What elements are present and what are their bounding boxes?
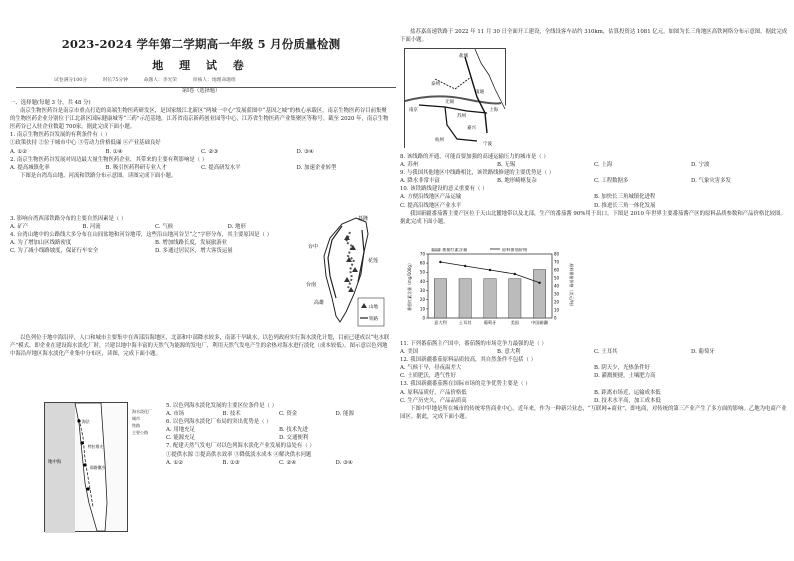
question-12-options <box>400 364 788 380</box>
y-right-tick-label: 30 <box>554 291 560 297</box>
y-axis-left-label: 番茄红素含量（mg/100g） <box>407 261 412 311</box>
question-2: 2. 南京生物医药谷发展对周边最大量生物医药企业，其带来的主要有利影响是（ ） <box>10 156 208 163</box>
option: D. 地形 <box>227 224 246 231</box>
option: B. 地形崎岖复杂 <box>497 178 537 185</box>
question-4-options <box>10 239 300 255</box>
map-label: 无锡 <box>445 100 454 105</box>
x-tick-label: 葡萄牙 <box>483 320 497 325</box>
question-block-1 <box>10 99 392 180</box>
map-label: 耶路撒冷 <box>90 465 106 470</box>
option: C. 能源充足 <box>166 435 195 442</box>
question-block-4 <box>166 402 392 467</box>
option: D. 能源 <box>335 411 354 418</box>
map-label: 花莲 <box>368 258 379 264</box>
option: A. 市场 <box>166 411 185 418</box>
question-1-items: ①政策扶持 ②位于城市中心 ③劳动力价格低廉 ④产业基础良好 <box>10 140 161 147</box>
y-right-tick-label: 80 <box>554 251 560 257</box>
line-point <box>464 265 466 267</box>
option: B. 阴天少，光热条件好 <box>594 365 650 372</box>
question-block-7 <box>400 340 788 421</box>
option: A. 气候干旱，昼夜温差大 <box>400 365 462 372</box>
question-11: 11. 下列番茄酱主产国中，番茄酱的市场竞争力最强的是（ ） <box>400 341 547 347</box>
legend-label: 山地 <box>369 305 378 310</box>
option: D. 技术水平高，加工成本低 <box>594 397 661 404</box>
option: B. 增加线路长度，发展旅游业 <box>155 240 228 247</box>
exam-subject: 地 理 试 卷 <box>152 59 250 72</box>
option: A. 原料品质好，产品价格低 <box>400 389 467 396</box>
question-4: 4. 台湾山地中的公路线大多分布在山间盆地和河谷地带，这些沿山地河谷呈“之”字形分布，其主要原因是（ ） <box>10 232 273 239</box>
option: A. 苏州 <box>400 162 419 169</box>
option: D. 气象灾害多发 <box>691 178 731 185</box>
y-tick-label: 20 <box>419 297 425 303</box>
question-5: 5. 以色列海水淡化发展的主要区位条件是（ ） <box>166 403 277 409</box>
legend-label: 城市 <box>132 416 140 421</box>
bar <box>434 279 446 318</box>
option: C. 上海 <box>594 162 613 169</box>
option: C. ②③ <box>201 148 219 155</box>
line-point <box>439 261 441 263</box>
option: A. 为了增加山区线路密度 <box>10 240 72 247</box>
option: C. 生产历史久，产品品质高 <box>400 397 467 404</box>
question-3: 3. 影响台湾西部铁路分布的主要自然因素是（ ） <box>10 216 127 222</box>
material-intro: 下图中甲地是所在城市的传统零售商业中心。近年来，作为一种新兴业态，“互联网+商业”，即电商，对传统的第三产业产生了多方面的影响。乙地为电商产业园区。据此，完成下面小题。 <box>400 405 787 420</box>
yrd-rail-map <box>404 48 506 148</box>
option: D. 加速企业转型 <box>296 164 337 171</box>
y-right-tick-label: 10 <box>554 307 560 313</box>
y-tick-label: 50 <box>419 269 425 275</box>
question-6: 6. 以色列海水淡化厂布局的突出优势是（ ） <box>166 419 272 426</box>
option: C. 工程数据多 <box>594 178 629 185</box>
y-tick-label: 60 <box>419 260 425 266</box>
option: C. 气候 <box>155 224 174 231</box>
option: B. 意大利 <box>497 349 521 356</box>
y-right-tick-label: 50 <box>554 275 560 281</box>
y-tick-label: 10 <box>419 306 425 312</box>
x-tick-label: 意大利 <box>434 320 447 325</box>
y-tick-label: 0 <box>422 315 425 321</box>
option: B. 距离市场近，运输成本低 <box>594 389 661 396</box>
question-2-options <box>10 164 392 172</box>
y-right-tick-label: 40 <box>554 283 560 289</box>
map-label: 苏州 <box>457 114 466 119</box>
question-8: 8. 该线路的开通，可能首要加强的高速运输压力的城市是（ ） <box>400 154 549 160</box>
chart-legend <box>432 248 528 253</box>
x-tick-label: 美国 <box>510 320 519 325</box>
question-8-options <box>400 161 788 169</box>
question-9-options <box>400 177 788 185</box>
map-label: 高雄 <box>314 300 325 306</box>
material-intro: 以色列位于地中海沿岸，人口和城市主要集中在西部沿海地区，北部和中部降水较多，南部干旱缺水，以色列政府实行海水淡化计划，目前已建成以“电水联产”模式、即企业在建设海水淡化厂时，兴建以地中海丰富的天然气为能源的发电厂，利用天然气发电产生的余热对海水进行淡化（成本较低）。图示意以色列地中海沿岸地区海水淡化产业集中分布区，读图，完成下面小题。 <box>10 335 390 358</box>
map-label: 泰州 <box>431 82 440 87</box>
option: C. ②④ <box>279 459 297 466</box>
line-point <box>538 282 540 284</box>
map-label: 宁波 <box>483 142 492 147</box>
question-7-items: ①提供水源 ②提高供水效率 ③降低淡水成本 ④解决供水问题 <box>166 451 312 458</box>
option: D. 宁波 <box>691 162 710 169</box>
map-label: 特拉维夫 <box>88 444 104 449</box>
tomato-chart <box>404 248 574 338</box>
map-label: 地中海 <box>48 460 62 465</box>
option: C. 为了减小线路坡度，保证行车安全 <box>10 248 99 255</box>
question-7-options <box>166 459 392 467</box>
option: A. 提高城镇化率 <box>10 164 50 171</box>
legend-label: 海水淡化厂 <box>132 409 152 414</box>
question-13: 13. 我国新疆番茄酱在国际市场的竞争优势主要是（ ） <box>400 381 531 388</box>
bar <box>459 279 471 318</box>
option: D. 灌溉便捷，土壤肥力高 <box>594 373 656 380</box>
bar <box>533 270 545 318</box>
option: A. 用地充足 <box>166 427 195 434</box>
exam-meta <box>54 76 374 83</box>
question-12: 12. 我国新疆番茄原料品质较高，其自然条件不包括（ ） <box>400 357 536 364</box>
y-tick-label: 70 <box>419 251 425 257</box>
question-9: 9. 与我国其他地区中线路相比，该铁路线修建的主要优势是（ ） <box>400 170 555 177</box>
option: B. ①③ <box>222 459 240 466</box>
question-10: 10. 该铁路线建设的意义重要有（ ） <box>400 186 488 193</box>
legend-bar-label: 番茄红素含量 <box>442 248 468 252</box>
option: A. 美国 <box>400 349 419 356</box>
bar <box>484 279 496 318</box>
map-label: 基隆 <box>358 216 369 222</box>
map-label: 海法 <box>82 419 90 424</box>
map-label: 南通 <box>475 90 484 95</box>
israel-legend <box>132 408 162 436</box>
question-block-3 <box>10 334 392 358</box>
option: B. 河流 <box>82 224 101 231</box>
question-block-2 <box>10 215 300 255</box>
question-3-options <box>10 223 300 231</box>
page-title: 2023-2024 学年第二学期高一年级 5 月份质量检测 <box>61 37 341 51</box>
option: D. 葡萄牙 <box>691 349 715 356</box>
option: B. ①④ <box>105 148 123 155</box>
x-tick-label: 中国新疆 <box>531 320 548 325</box>
israel-map <box>44 402 128 532</box>
question-10-options <box>400 193 788 209</box>
map-label: 上海 <box>489 108 498 113</box>
question-5-options <box>166 410 392 418</box>
material-intro: 南京生物医药谷是南京市重点打造的高端生物医药研发区，是国家级江北新区“两城一中心”发展蓝图中“基因之城”的核心承载区。南京生物医药谷目前集聚的生物医药企业分别位于江北新区国际健康城等“三药”示范基地，江苏省南京新药创业园等中心，江苏省生物医药产业集聚区等称号。截至 2020 年，南京生物医药谷已入驻企业数超 700家。据此完成下面小题。 <box>10 108 389 131</box>
option: C. 资金 <box>279 411 298 418</box>
material-intro: 盐苏嘉高速铁路于 2022 年 11 月 30 日全面开工建设，全线设客车站约 310km，估算投资达 1081 亿元。如图为长三角地区高铁网络分布示意图。据此完成下面小题。 <box>400 29 788 44</box>
tomato-chart-svg <box>404 248 574 338</box>
option: A. 方便沿线地区产品运输 <box>400 194 462 201</box>
question-11-options <box>400 348 788 356</box>
line-point <box>489 269 491 271</box>
option: D. 多通过居民区，增大客货运量 <box>155 248 233 255</box>
map-label: 台南 <box>306 282 317 288</box>
y-tick-label: 30 <box>419 287 425 293</box>
taiwan-map <box>306 212 386 330</box>
option: B. 加快长三角城镇化进程 <box>594 194 656 201</box>
option: B. 吸引医药科研专业人才 <box>105 164 167 171</box>
meta-item: 审核人：地理命题组 <box>192 78 236 83</box>
option: B. 技术 <box>222 411 241 418</box>
legend-label: 主要公路 <box>132 430 148 435</box>
question-1: 1. 南京生物医药谷发展的有利条件有（ ） <box>10 132 111 139</box>
option: A. 矿产 <box>10 224 29 231</box>
question-13-options <box>400 389 788 405</box>
option: C. 提高研发水平 <box>201 164 241 171</box>
map-label: 南京 <box>409 108 418 113</box>
x-tick-label: 土耳其 <box>458 320 472 325</box>
taiwan-map-figure <box>306 212 386 330</box>
line-point <box>514 273 516 275</box>
israel-map-figure <box>45 403 129 533</box>
question-6-options <box>166 426 392 442</box>
option: D. 交通便利 <box>279 435 309 442</box>
option: C. 土耳其 <box>594 349 618 356</box>
option: C. 提高沿线地区产业水平 <box>400 202 462 209</box>
option: D. ③④ <box>335 459 353 466</box>
section-title: 第Ⅰ卷（选择题） <box>181 88 221 94</box>
y-right-tick-label: 60 <box>554 267 560 273</box>
y-right-tick-label: 70 <box>554 259 560 265</box>
legend-line-label: 原料番茄价格 <box>502 248 528 252</box>
map-label: 盐城 <box>459 54 468 59</box>
y-right-tick-label: 20 <box>554 299 560 305</box>
legend-label: 铁路 <box>132 423 140 428</box>
option: D. 推进长三角一体化发展 <box>594 202 656 209</box>
material-intro: 下图是台湾岛山地、河流和铁路分布示意图。读图完成下面小题。 <box>20 172 177 179</box>
question-block-6 <box>400 153 788 226</box>
question-block-5 <box>400 28 788 44</box>
map-label: 杭州 <box>435 138 444 143</box>
bar <box>509 279 521 318</box>
question-1-options <box>10 148 392 156</box>
option: D. ③④ <box>296 148 314 155</box>
meta-item: 命题人：李光荣 <box>143 78 178 83</box>
y-right-tick-label: 0 <box>554 315 557 321</box>
meta-item: 时长75分钟 <box>102 78 128 83</box>
option: C. 土质肥沃，透气性好 <box>400 373 456 380</box>
meta-item: 试卷满分100分 <box>54 78 88 83</box>
map-label: 嘉兴 <box>467 126 476 131</box>
part-heading: 一、选择题(每题 3 分，共 48 分) <box>10 100 91 106</box>
yrd-map-figure <box>405 49 507 149</box>
material-intro: 我国新疆番茄酱主要产区位于天山北麓地带以及北部，生产的番茄酱 90%用于出口。下图是 2010 年世界主要番茄酱产区的原料品质参数和产品价格比较图。据此完成下面小题。 <box>400 210 786 225</box>
option: A. ①② <box>10 148 27 155</box>
y-axis-right-label: 原料番茄价格（美元/吨） <box>569 263 574 309</box>
question-7: 7. 配建天然气发电厂对以色列海水淡化产业发展的益处有（ ） <box>166 443 315 450</box>
legend-label: 铁路 <box>369 317 378 322</box>
option: A. ①② <box>166 459 183 466</box>
option: B. 无锡 <box>497 162 516 169</box>
option: B. 技术先进 <box>279 427 308 434</box>
y-tick-label: 40 <box>419 278 425 284</box>
map-label: 台中 <box>308 244 319 250</box>
option: A. 降水非常丰富 <box>400 178 440 185</box>
